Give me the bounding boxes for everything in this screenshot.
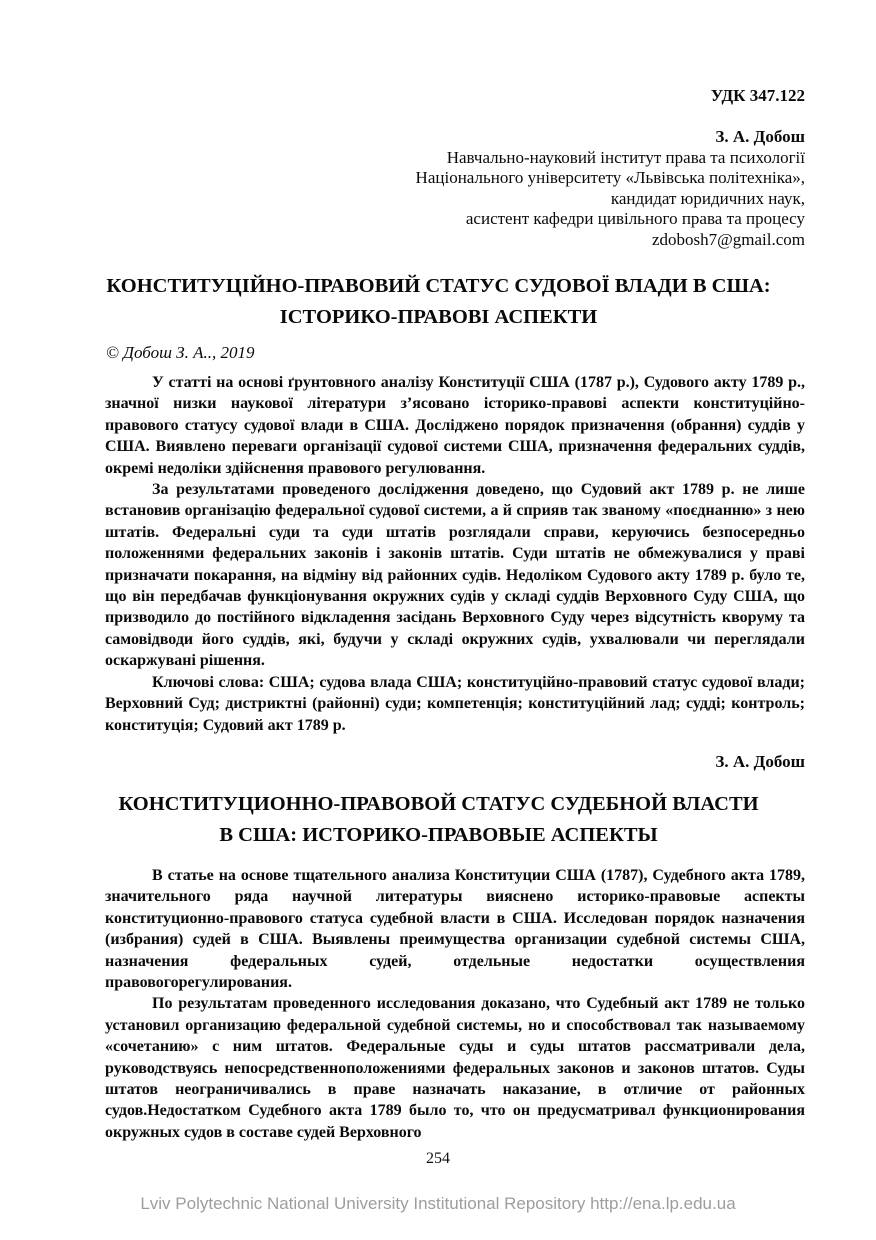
article-title-uk-line: КОНСТИТУЦІЙНО-ПРАВОВИЙ СТАТУС СУДОВОЇ ВЛАДИ В США:	[106, 275, 771, 297]
author-signature: З. А. Добош	[715, 751, 805, 771]
affiliation-line: Навчально-науковий інститут права та психології	[446, 147, 805, 167]
affiliation-line: Національного університету «Львівська політехніка»,	[415, 168, 805, 187]
copyright-line: © Добош З. А.., 2019	[106, 343, 255, 362]
article-title-ru-line: В США: ИСТОРИКО-ПРАВОВЫЕ АСПЕКТЫ	[219, 823, 658, 846]
author-block	[72, 127, 805, 250]
abstract-ru-paragraph: По результатам проведенного исследования доказано, что Судебный акт 1789 не только установил организацию федеральной судебной системы, но и способствовал так называемому «сочетанию» с ним штатов. Федеральные суды и суды штатов рассматривали дела, руководствуясь непосредственноположениями федеральных законов и законов штатов. Суды штатов неограничивались в праве назначать наказание, в отличие от районных судов.Недостатком Судебного акта 1789 было то, что он предусматривал функционирования окружных судов в составе судей Верховного	[105, 995, 805, 1141]
affiliation-line: кандидат юридичних наук,	[610, 188, 805, 208]
affiliation-line: асистент кафедри цивільного права та процесу	[465, 209, 805, 228]
abstract-uk-paragraph: За результатами проведеного дослідження доведено, що Судовий акт 1789 р. не лише встановив організацію федеральної судової системи, а й сприяв так званому «поєднанню» з нею штатів. Федеральні суди та суди штатів розглядали справи, керуючись безпосередньо положеннями федеральних законів і законів штатів. Суди штатів не обмежувалися у праві призначати покарання, на відміну від районних судів. Недоліком Судового акту 1789 р. було те, що він передбачав функціонування окружних судів у складі суддів Верховного Суду США, що призводило до постійного відкладення засідань Верховного Суду через відсутність кворуму та самовідводи його суддів, які, будучи у складі окружних судів, ухвалювали чи переглядали оскаржувані рішення.	[105, 481, 805, 670]
author-email: zdobosh7@gmail.com	[651, 229, 805, 249]
author-name: З. А. Добош	[715, 127, 805, 146]
article-title-uk	[72, 271, 805, 333]
article-title-ru	[72, 789, 805, 851]
abstract-uk	[72, 372, 805, 736]
repository-footer: Lviv Polytechnic National University Institutional Repository http://ena.lp.edu.ua	[140, 1194, 736, 1213]
article-title-ru-line: КОНСТИТУЦИОННО-ПРАВОВОЙ СТАТУС СУДЕБНОЙ ВЛАСТИ	[118, 792, 759, 815]
abstract-ru	[72, 865, 805, 1143]
udc-code: УДК 347.122	[710, 86, 805, 105]
keywords-paragraph-uk: Ключові слова: США; судова влада США; конституційно-правовий статус судової влади; Верховний Суд; дистриктні (районні) суди; компетенція; конституційний лад; судді; контроль; конституція; Судовий акт 1789 р.	[105, 673, 805, 734]
abstract-uk-paragraph: У статті на основі ґрунтовного аналізу Конституції США (1787 р.), Судового акту 1789 р., значної низки наукової літератури з’ясовано історико-правові аспекти конституційно-правового статусу судової влади в США. Досліджено порядок призначення (обрання) суддів у США. Виявлено переваги організації судової системи США, призначення федеральних суддів, окремі недоліки здійснення правового регулювання.	[105, 374, 805, 477]
abstract-ru-paragraph: В статье на основе тщательного анализа Конституции США (1787), Судебного акта 1789, значительного ряда научной литературы вияснено историко-правовые аспекты конституционно-правового статуса судебной власти в США. Исследован порядок назначения (избрания) судей в США. Выявлены преимущества организации судебной системы США, назначения федеральных судей, отдельные недостатки осуществления правовогорегулирования.	[105, 866, 805, 991]
page-number: 254	[426, 1150, 450, 1167]
article-title-uk-line: ІСТОРИКО-ПРАВОВІ АСПЕКТИ	[279, 306, 598, 328]
